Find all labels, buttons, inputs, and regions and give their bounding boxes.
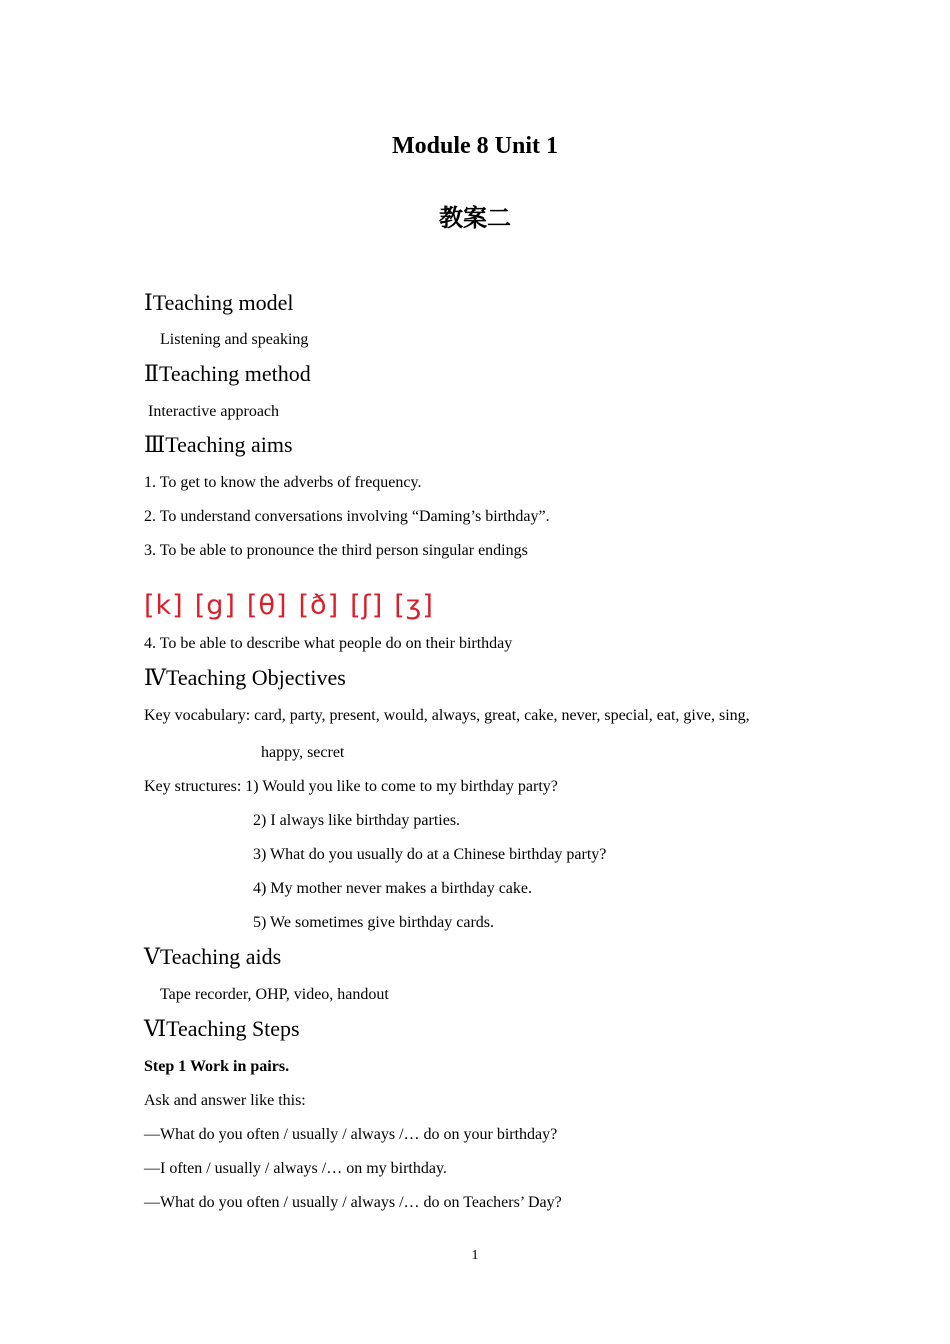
section-heading-aids: ⅤTeaching aids (144, 944, 282, 969)
model-text: Listening and speaking (160, 331, 309, 348)
section-heading-method: ⅡTeaching method (144, 361, 311, 386)
vocab-line-1: Key vocabulary: card, party, present, would, always, great, cake, never, special, eat, give, sing, (144, 707, 750, 724)
method-text: Interactive approach (148, 403, 280, 420)
structure-item-3: 3) What do you usually do at a Chinese birthday party? (253, 846, 607, 863)
aim-item-4: 4. To be able to describe what people do on their birthday (144, 635, 513, 652)
page-number: 1 (471, 1248, 479, 1263)
aids-text: Tape recorder, OHP, video, handout (160, 986, 389, 1003)
structure-item-4: 4) My mother never makes a birthday cake. (253, 880, 533, 897)
step-line-3: —I often / usually / always /… on my birthday. (144, 1160, 447, 1177)
section-heading-objectives: ⅣTeaching Objectives (144, 665, 346, 690)
step-line-2: —What do you often / usually / always /… do on your birthday? (144, 1126, 558, 1143)
phonetic-eth: [ð] (298, 590, 340, 621)
section-heading-model: ⅠTeaching model (144, 290, 294, 315)
aim-item-3: 3. To be able to pronounce the third person singular endings (144, 542, 528, 559)
structure-item-5: 5) We sometimes give birthday cards. (253, 914, 495, 931)
aim-item-2: 2. To understand conversations involving “Daming’s birthday”. (144, 508, 550, 525)
step-line-1: Ask and answer like this: (144, 1092, 306, 1109)
vocab-line-2: happy, secret (261, 744, 345, 761)
phonetic-g: [g] (194, 590, 236, 621)
phonetic-symbols (144, 590, 445, 621)
phonetic-ezh: [ʒ] (394, 590, 434, 621)
structure-item-1: Key structures: 1) Would you like to come to my birthday party? (144, 778, 558, 795)
document-subtitle: 教案二 (439, 204, 511, 232)
section-heading-steps: ⅥTeaching Steps (144, 1016, 300, 1041)
phonetic-theta: [θ] (246, 590, 288, 621)
step-line-4: —What do you often / usually / always /… do on Teachers’ Day? (144, 1194, 562, 1211)
section-heading-aims: ⅢTeaching aims (144, 432, 293, 457)
phonetic-esh: [ʃ] (350, 590, 384, 621)
phonetic-k: [k] (144, 590, 184, 621)
structure-item-2: 2) I always like birthday parties. (253, 812, 461, 829)
document-title: Module 8 Unit 1 (391, 133, 558, 159)
aim-item-1: 1. To get to know the adverbs of frequency. (144, 474, 422, 491)
step-1-title: Step 1 Work in pairs. (144, 1058, 290, 1075)
